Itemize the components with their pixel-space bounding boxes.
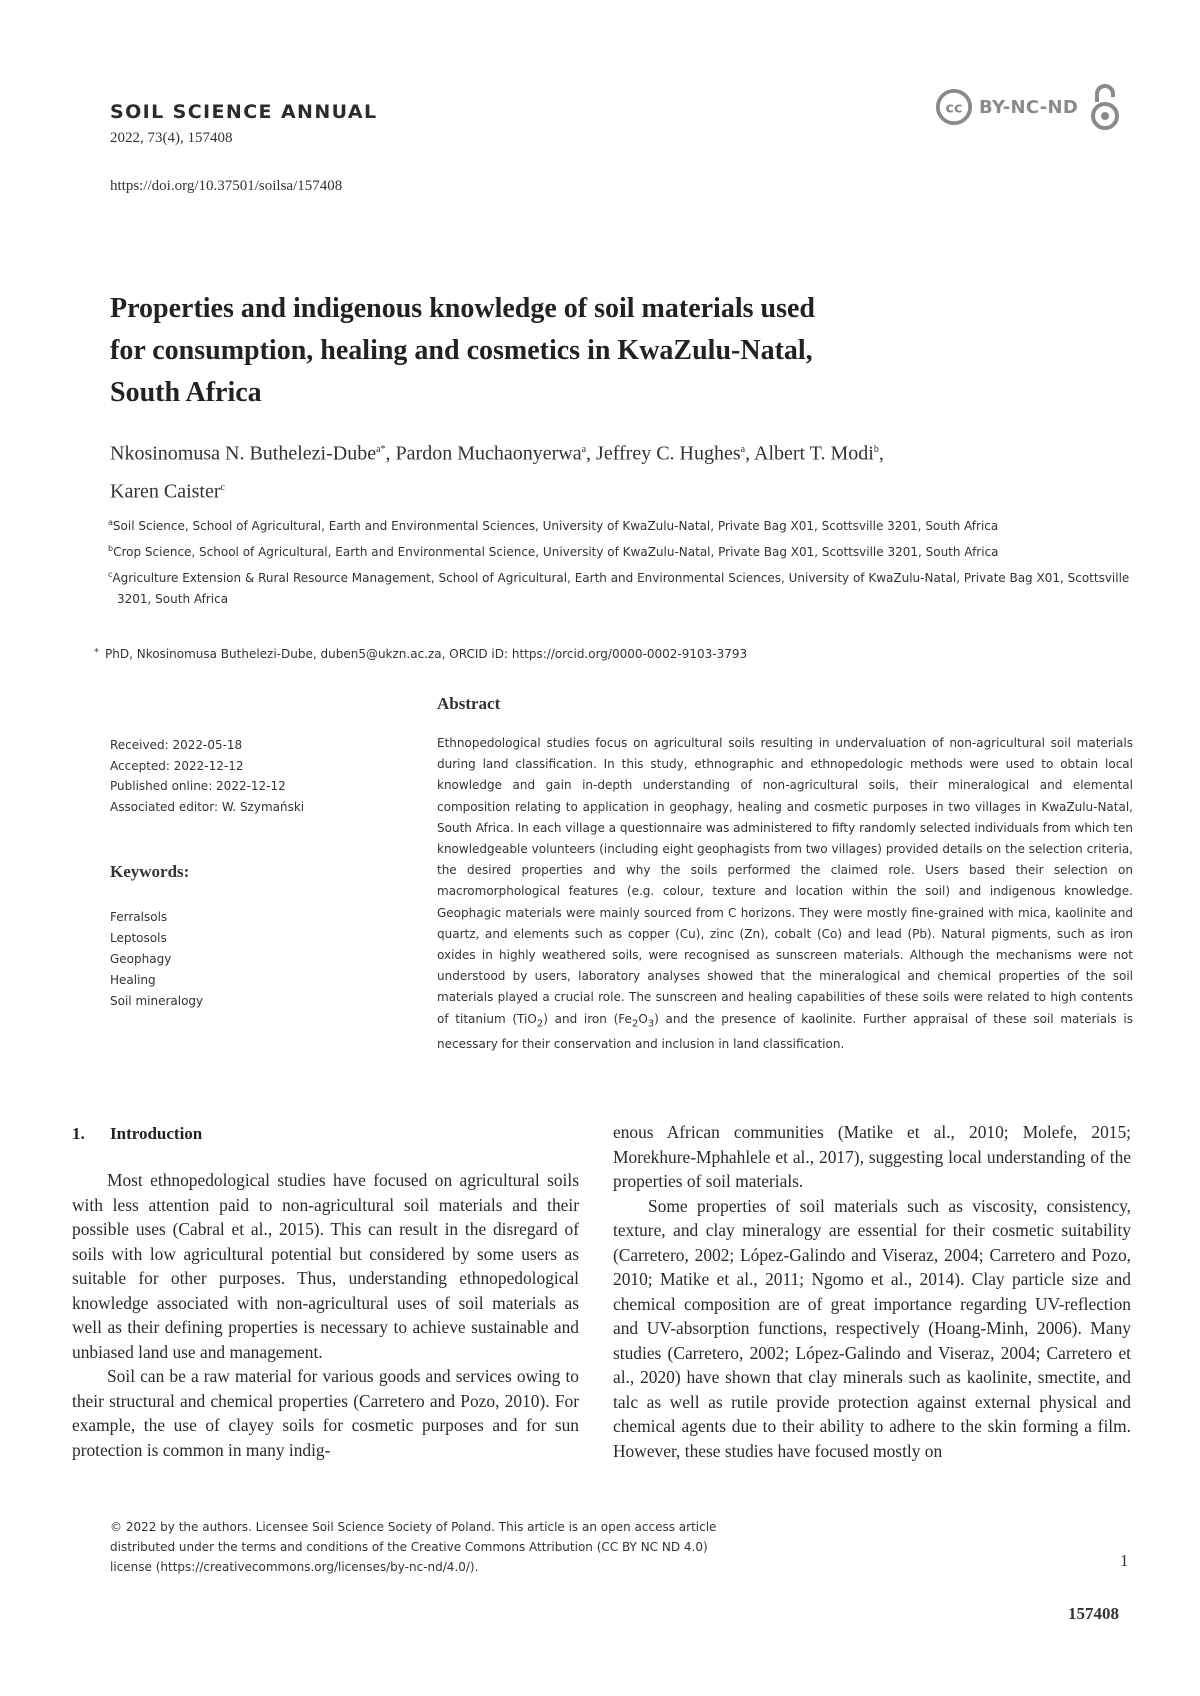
keyword-item: Leptosols bbox=[110, 931, 167, 945]
author-affil-sup: a bbox=[740, 444, 746, 455]
corresponding-text: PhD, Nkosinomusa Buthelezi-Dube, duben5@ukzn.ac.za, ORCID iD: https://orcid.org/0000-0002-9103-3793 bbox=[105, 647, 748, 661]
affiliation-sup: a bbox=[108, 518, 113, 527]
author-separator: , bbox=[586, 442, 597, 465]
corresponding-author bbox=[94, 647, 1094, 661]
author-name: Nkosinomusa N. Buthelezi-Dube bbox=[110, 442, 377, 465]
affiliation-sup: c bbox=[108, 570, 113, 579]
body-paragraph: Soil can be a raw material for various goods and services owing to their structural and chemical properties (Carretero and Pozo, 2010). For example, the use of clayey soils for cosmetic purposes and for sun protection is common in many indig- bbox=[72, 1366, 579, 1460]
body-paragraph: Some properties of soil materials such as viscosity, consistency, texture, and clay mineralogy are essential for their cosmetic suitability (Carretero, 2002; López-Galindo and Viseraz, 2004; Carretero and Pozo, 2010; Matike et al., 2011; Ngomo et al., 2014). Clay particle size and chemical composition are of great importance regarding UV-reflection and UV-absorption functions, respectively (Hoang-Minh, 2006). Many studies (Carretero, 2002; López-Galindo and Viseraz, 2004; Carretero et al., 2020) have shown that clay minerals such as kaolinite, smectite, and talc as well as rutile provide protection against external physical and chemical agents due to their ability to adhere to the skin forming a film. However, these studies have focused mostly on bbox=[613, 1195, 1131, 1461]
article-number: 157408 bbox=[1068, 1604, 1119, 1623]
author-affil-sup: b bbox=[873, 444, 879, 455]
author-affil-sup: a* bbox=[376, 444, 386, 455]
cc-icon bbox=[935, 88, 973, 126]
affiliation-text: Agriculture Extension & Rural Resource Management, School of Agricultural, Earth and Environmental Sciences, University of KwaZulu-Natal, Private Bag X01, Scottsville 3201, South Africa bbox=[112, 571, 1130, 606]
abstract-text bbox=[437, 733, 1133, 1055]
accepted-date: Accepted: 2022-12-12 bbox=[110, 758, 244, 773]
author-name: Albert T. Modi bbox=[754, 442, 874, 465]
author-separator: , bbox=[745, 442, 755, 465]
section-title: Introduction bbox=[110, 1124, 203, 1143]
keyword-item: Ferralsols bbox=[110, 910, 168, 924]
abstract-subscript: 3 bbox=[647, 1018, 655, 1030]
author-list bbox=[110, 433, 1110, 508]
author-name: Jeffrey C. Hughes bbox=[596, 442, 741, 465]
license-footnote: © 2022 by the authors. Licensee Soil Science Society of Poland. This article is an open access article distributed under the terms and conditions of the Creative Commons Attribution (CC BY NC ND 4.0) license (https://creativecommons.org/licenses/by-nc-nd/4.0/). bbox=[110, 1520, 717, 1574]
doi-link[interactable]: https://doi.org/10.37501/soilsa/157408 bbox=[110, 178, 343, 194]
corresponding-star: * bbox=[94, 647, 99, 658]
section-number: 1. bbox=[72, 1124, 85, 1143]
author-separator: , bbox=[878, 442, 884, 465]
body-column-left bbox=[72, 1168, 579, 1462]
keywords-list bbox=[110, 907, 203, 1012]
title-line: Properties and indigenous knowledge of soil materials used bbox=[110, 293, 815, 324]
keywords-heading: Keywords: bbox=[110, 862, 190, 881]
author-separator: , bbox=[385, 442, 396, 465]
journal-name: SOIL SCIENCE ANNUAL bbox=[110, 101, 378, 123]
svg-text:cc: cc bbox=[945, 100, 963, 117]
abstract-segment: ) and the presence of kaolinite. Further appraisal of these soil materials is necessary for their conservation and inclusion in land classification. bbox=[437, 1011, 1134, 1052]
keyword-item: Healing bbox=[110, 973, 156, 987]
body-column-right bbox=[613, 1120, 1131, 1463]
affiliations bbox=[108, 512, 1138, 611]
abstract-segment: Ethnopedological studies focus on agricultural soils resulting in undervaluation of non-agricultural soil materials during land classification. In this study, ethnographic and ethnopedologic methods were used to obtain local knowledge and gain in-depth understanding of non-agricultural soils, their mineralogical and elemental composition relating to application in geophagy, healing and cosmetic purposes in two villages in KwaZulu-Natal, South Africa. In each village a questionnaire was administered to fifty randomly selected individuals from which ten knowledgeable volunteers (including eight geophagists from two villages) provided details on the selection criteria, the desired properties and why the soils performed the claimed role. Users based their selection on macromorphological features (e.g. colour, texture and location within the soil) and indigenous knowledge. Geophagic materials were mainly sourced from C horizons. They were mostly fine-grained with mica, kaolinite and quartz, and elements such as copper (Cu), zinc (Zn), cobalt (Co) and lead (Pb). Natural pigments, such as iron oxides in highly weathered soils, were recognised as sunscreen materials. Although the mechanisms were not understood by users, laboratory analyses showed that the mineralogical and chemical properties of the soil materials played a crucial role. The sunscreen and healing capabilities of these soils were related to high contents of titanium (TiO bbox=[437, 736, 1133, 1026]
abstract-subscript: 2 bbox=[536, 1018, 544, 1030]
author-affil-sup: c bbox=[220, 481, 225, 493]
author-name: Karen Caister bbox=[110, 480, 221, 503]
body-paragraph: enous African communities (Matike et al., 2010; Molefe, 2015; Morekhure-Mphahlele et al., 2017), suggesting local understanding of the properties of soil materials. bbox=[613, 1122, 1131, 1191]
abstract-segment: O bbox=[638, 1011, 648, 1026]
title-line: South Africa bbox=[110, 377, 262, 408]
author-affil-sup: a bbox=[581, 444, 587, 455]
abstract-heading: Abstract bbox=[437, 694, 501, 713]
keyword-item: Soil mineralogy bbox=[110, 994, 204, 1008]
affiliation-item bbox=[108, 512, 1138, 537]
keyword-item: Geophagy bbox=[110, 952, 172, 966]
license-badge[interactable] bbox=[935, 82, 1122, 132]
article-title bbox=[110, 288, 1010, 414]
affiliation-text: Soil Science, School of Agricultural, Earth and Environmental Sciences, University of KwaZulu-Natal, Private Bag X01, Scottsville 3201, South Africa bbox=[112, 519, 999, 533]
abstract-segment: ) and iron (Fe bbox=[543, 1011, 632, 1026]
article-dates bbox=[110, 735, 304, 817]
body-paragraph: Most ethnopedological studies have focused on agricultural soils with less attention paid to non-agricultural soil materials and their possible uses (Cabral et al., 2015). This can result in the disregard of soils with low agricultural potential but considered by some users as suitable for other purposes. Thus, understanding ethnopedological knowledge associated with non-agricultural uses of soil materials as well as their defining properties is necessary to achieve sustainable and unbiased land use and management. bbox=[72, 1170, 579, 1362]
open-access-icon bbox=[1088, 82, 1122, 132]
affiliation-text: Crop Science, School of Agricultural, Earth and Environmental Science, University of KwaZulu-Natal, Private Bag X01, Scottsville 3201, South Africa bbox=[113, 545, 999, 559]
affiliation-sup: b bbox=[108, 544, 114, 553]
affiliation-item bbox=[108, 538, 1138, 563]
published-date: Published online: 2022-12-12 bbox=[110, 779, 286, 793]
affiliation-item bbox=[108, 564, 1138, 610]
page-number: 1 bbox=[1120, 1551, 1129, 1570]
received-date: Received: 2022-05-18 bbox=[110, 738, 243, 752]
associated-editor: Associated editor: W. Szymański bbox=[110, 799, 305, 814]
abstract-subscript: 2 bbox=[631, 1018, 639, 1030]
title-line: for consumption, healing and cosmetics in KwaZulu-Natal, bbox=[110, 335, 813, 366]
section-heading-introduction bbox=[72, 1124, 202, 1144]
license-label: BY-NC-ND bbox=[979, 96, 1079, 118]
volume-info: 2022, 73(4), 157408 bbox=[110, 130, 233, 146]
author-name: Pardon Muchaonyerwa bbox=[395, 442, 582, 465]
